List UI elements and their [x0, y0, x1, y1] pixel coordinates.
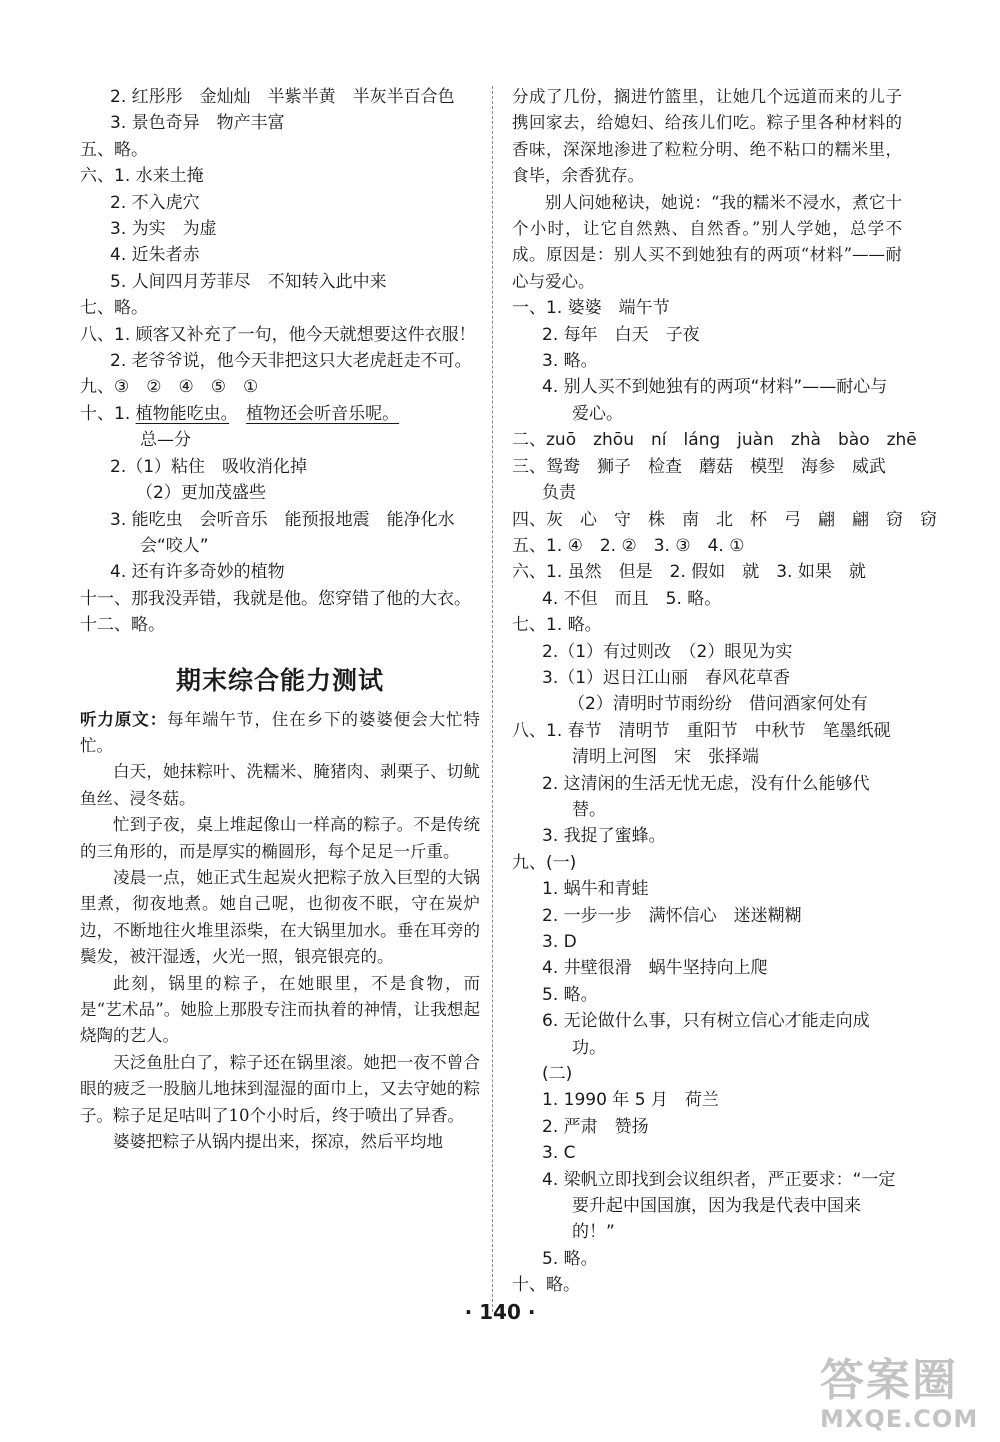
- listening-paragraph: 此刻，锅里的粽子，在她眼里，不是食物，而是“艺术品”。她脸上那股专注而执着的神情，让我想起烧陶的艺人。: [80, 973, 480, 1046]
- underlined-sentence: 植物能吃虫。: [135, 403, 230, 424]
- answer-line: 2. 严肃 赞扬: [542, 1116, 649, 1137]
- watermark-url: MXQE.COM: [820, 1405, 979, 1433]
- answer-line: 八、1. 春节 清明节 重阳节 中秋节 笔墨纸砚清明上河图 宋 张择端: [512, 720, 891, 768]
- answer-line: 4. 井壁很滑 蜗牛坚持向上爬: [542, 958, 768, 979]
- answer-line: 六、1. 水来土掩: [80, 166, 204, 187]
- answer-line: 4. 梁帆立即找到会议组织者，严正要求：“一定要升起中国国旗，因为我是代表中国来的！”: [542, 1169, 896, 1243]
- answer-line: 2. 一步一步 满怀信心 迷迷糊糊: [542, 905, 802, 926]
- answer-line: 3.（1）迟日江山丽 春风花草香: [542, 667, 791, 688]
- answer-line: 3. 为实 为虚: [110, 219, 217, 240]
- listening-paragraph: 白天，她抹粽叶、洗糯米、腌猪肉、剥栗子、切鱿鱼丝、浸冬菇。: [80, 762, 480, 808]
- answer-q12: 十二、略。: [80, 615, 165, 636]
- answer-line: 2.（1）粘住 吸收消化掉: [110, 456, 308, 477]
- answer-line: （2）清明时节雨纷纷 借问酒家何处有: [568, 694, 868, 715]
- answer-line: 6. 无论做什么事，只有树立信心才能走向成功。: [542, 1011, 870, 1058]
- answer-line: 3. D: [542, 932, 577, 952]
- underlined-sentence: 植物还会听音乐呢。: [246, 403, 400, 424]
- answer-line: 2. 不入虎穴: [110, 192, 200, 213]
- answer-q11: 十一、那我没弄错，我就是他。您穿错了他的大衣。: [80, 588, 471, 609]
- answer-line: 五、1. ④ 2. ② 3. ③ 4. ①: [512, 535, 745, 556]
- answer-line: 四、灰 心 守 株 南 北 杯 弓 翩 翩 窃 窃: [512, 509, 937, 530]
- answer-line: 总—分: [140, 430, 191, 451]
- answer-line: 5. 人间四月芳菲尽 不知转入此中来: [110, 271, 387, 292]
- answer-line: 3. C: [542, 1143, 576, 1164]
- listening-paragraph: 婆婆把粽子从锅内提出来，探凉，然后平均地: [113, 1132, 443, 1152]
- page-number: · 140 ·: [464, 1300, 536, 1324]
- answer-line: 2. 每年 白天 子夜: [542, 324, 700, 345]
- listening-paragraph: 凌晨一点，她正式生起炭火把粽子放入巨型的大锅里煮，彻夜地煮。她自己呢，也彻夜不眠，守在炭炉边，不断地往火堆里添柴，在大锅里加水。垂在耳旁的鬓发，被汗湿透，火光一照，银亮银亮的。: [80, 867, 480, 967]
- answer-line: 3. 能吃虫 会听音乐 能预报地震 能净化水会“咬人”: [110, 509, 455, 556]
- answer-line: 三、鸳鸯 狮子 检查 蘑菇 模型 海参 威武负责: [512, 456, 886, 504]
- pinyin-line: 二、zuō zhōu ní láng juàn zhà bào zhē: [512, 430, 917, 451]
- listening-label: 听力原文：: [80, 709, 168, 729]
- answer-q10-item1: 十、1. 植物能吃虫。 植物还会听音乐呢。: [80, 403, 400, 424]
- answer-line: 2. 红彤彤 金灿灿 半紫半黄 半灰半百合色: [110, 87, 455, 107]
- answer-line: 七、1. 略。: [512, 615, 602, 636]
- answer-line: （2）更加茂盛些: [136, 483, 266, 504]
- answer-line: 3. 略。: [542, 351, 598, 372]
- answer-line: 1. 蜗牛和青蛙: [542, 879, 649, 900]
- answer-line: 1. 1990 年 5 月 荷兰: [542, 1090, 719, 1111]
- answer-q8-item2: 2. 老爷爷说，他今天非把这只大老虎赶走不可。: [110, 351, 472, 372]
- listening-paragraph: 忙到子夜，桌上堆起像山一样高的粽子。不是传统的三角形的，而是厚实的椭圆形，每个足足一斤重。: [80, 815, 480, 861]
- answer-line: 4. 还有许多奇妙的植物: [110, 562, 285, 583]
- answer-line: 六、1. 虽然 但是 2. 假如 就 3. 如果 就: [512, 562, 866, 583]
- listening-paragraph: 别人问她秘诀，她说：“我的糯米不浸水，煮它十个小时，让它自然熟、自然香。”别人学她，总学不成。原因是：别人买不到她独有的两项“材料”——耐心与爱心。: [512, 192, 902, 291]
- answer-q9: 九、③ ② ④ ⑤ ①: [80, 377, 259, 398]
- listening-paragraph: 分成了几份，搁进竹篮里，让她几个远道而来的儿子携回家去，给媳妇、给孩儿们吃。粽子里各种材料的香味，深深地渗进了粒粒分明、绝不粘口的糯米里，食毕，余香犹存。: [512, 87, 902, 186]
- answer-line: 5. 略。: [542, 1248, 598, 1269]
- answer-line: 2.（1）有过则改 （2）眼见为实: [542, 641, 793, 662]
- answer-line: 2. 这清闲的生活无忧无虑，没有什么能够代替。: [542, 773, 870, 820]
- watermark-logo: [820, 1356, 990, 1436]
- answer-line: 4. 不但 而且 5. 略。: [542, 588, 722, 609]
- section-title: 期末综合能力测试: [175, 665, 384, 695]
- answer-q8-item1: 八、1. 顾客又补充了一句，他今天就想要这件衣服！: [80, 324, 476, 345]
- answer-line: 七、略。: [80, 298, 148, 319]
- answer-line: 4. 别人买不到她独有的两项“材料”——耐心与爱心。: [542, 377, 888, 424]
- listening-paragraph: 听力原文：每年端午节，住在乡下的婆婆便会大忙特忙。: [80, 709, 481, 755]
- column-divider: [492, 86, 493, 1312]
- answer-line: 五、略。: [80, 139, 148, 160]
- answer-line: 一、1. 婆婆 端午节: [512, 298, 670, 319]
- answer-line: 5. 略。: [542, 984, 598, 1005]
- answer-line: 3. 景色奇异 物产丰富: [110, 113, 285, 134]
- answer-line: (二): [542, 1064, 573, 1085]
- watermark-text: 答案圈: [820, 1355, 958, 1406]
- answer-line: 十、略。: [512, 1275, 580, 1296]
- answer-line: 4. 近朱者赤: [110, 245, 200, 266]
- answer-line: 九、(一): [512, 852, 577, 873]
- left-column: [80, 84, 480, 1155]
- listening-paragraph: 天泛鱼肚白了，粽子还在锅里滚。她把一夜不曾合眼的疲乏一股脑儿地抹到湿湿的面巾上，又去守她的粽子。粽子足足咕叫了10个小时后，终于喷出了异香。: [80, 1052, 480, 1125]
- answer-line: 3. 我捉了蜜蜂。: [542, 826, 666, 847]
- right-column: [512, 84, 937, 1299]
